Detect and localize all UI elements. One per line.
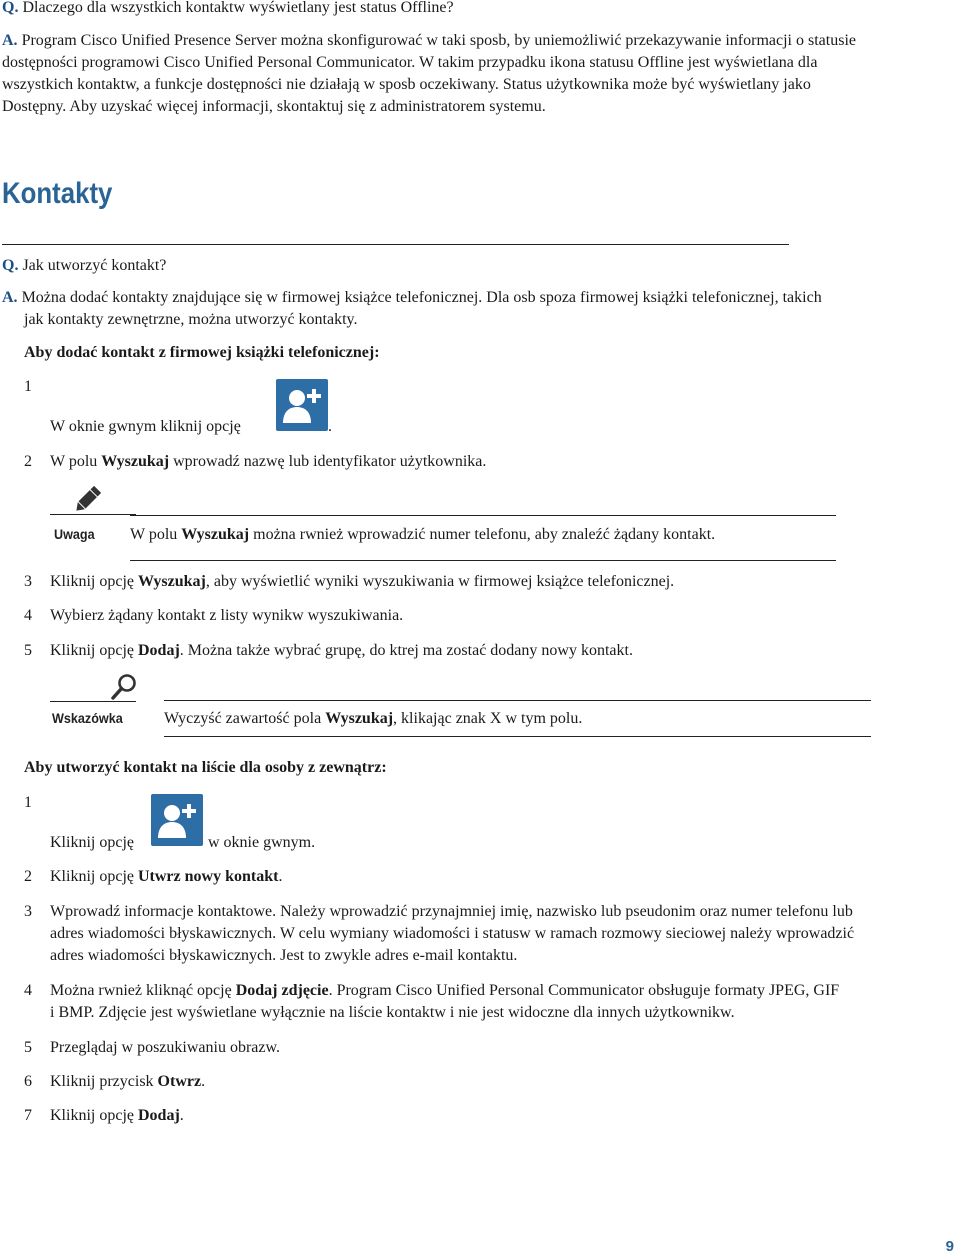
answer-offline-line4: Dostępny. Aby uzyskać więcej informacji, skontaktuj się z administratorem systemu. xyxy=(2,98,546,115)
step-text: Wybierz żądany kontakt z listy wynikw wyszukiwania. xyxy=(50,607,404,624)
note-icon xyxy=(70,484,104,522)
tip-icon xyxy=(110,672,140,708)
note-label: Uwaga xyxy=(54,526,95,542)
question-offline-status: Q. Dlaczego dla wszystkich kontaktw wyświetlany jest status Offline? xyxy=(2,0,454,16)
tip-bottom-rule xyxy=(164,736,871,737)
step-number: 2 xyxy=(24,453,32,470)
step-text: Kliknij opcję Dodaj. xyxy=(50,1107,184,1124)
note-top-rule xyxy=(130,515,836,516)
step-text-line1: Można rwnież kliknąć opcję Dodaj zdjęcie. Program Cisco Unified Personal Communicator obsługuje formaty JPEG, GIF xyxy=(50,982,840,999)
step-number: 4 xyxy=(24,607,32,624)
step-text-suffix: w oknie gwnym. xyxy=(208,834,316,851)
step-number: 6 xyxy=(24,1073,32,1090)
step-number: 5 xyxy=(24,1039,32,1056)
add-contact-icon xyxy=(151,794,203,846)
note-label-rule xyxy=(50,514,136,515)
step-text: Kliknij opcję xyxy=(50,834,134,851)
answer-create-line2: jak kontakty zewnętrzne, można utworzyć kontakty. xyxy=(24,311,358,328)
pencil-icon xyxy=(70,484,104,516)
step-number: 5 xyxy=(24,642,32,659)
step-text: Kliknij opcję Dodaj. Można także wybrać grupę, do ktrej ma zostać dodany nowy kontakt. xyxy=(50,642,633,659)
step-number: 7 xyxy=(24,1107,32,1124)
procedure2-heading: Aby utworzyć kontakt na liście dla osoby z zewnątrz: xyxy=(24,759,387,776)
section-title: Kontakty xyxy=(2,177,113,210)
answer-offline-line2: dostępności programowi Cisco Unified Personal Communicator. W takim przypadku ikona statusu Offline jest wyświetlana dla xyxy=(2,54,818,71)
step-number: 2 xyxy=(24,868,32,885)
step-text-suffix: . xyxy=(328,418,332,435)
question-create-contact: Q. Jak utworzyć kontakt? xyxy=(2,257,167,274)
step-number: 3 xyxy=(24,573,32,590)
step-number: 3 xyxy=(24,903,32,920)
step-number: 4 xyxy=(24,982,32,999)
answer-offline-line3: wszystkich kontaktw, a funkcje dostępności nie działają w sposb oczekiwany. Status użytkownika może być wyświetlany jako xyxy=(2,76,811,93)
step-text: W polu Wyszukaj wprowadź nazwę lub identyfikator użytkownika. xyxy=(50,453,487,470)
add-contact-icon-graphic xyxy=(151,794,203,846)
step-text: Przeglądaj w poszukiwaniu obrazw. xyxy=(50,1039,280,1056)
section-rule xyxy=(2,244,789,245)
note-bottom-rule xyxy=(130,560,836,561)
answer-create-line1: A. Można dodać kontakty znajdujące się w firmowej książce telefonicznej. Dla osb spoza firmowej książki telefonicznej, takich xyxy=(2,289,822,306)
add-contact-icon xyxy=(276,379,328,431)
step-text: Kliknij opcję Wyszukaj, aby wyświetlić wyniki wyszukiwania w firmowej książce telefonicznej. xyxy=(50,573,675,590)
magnifier-icon xyxy=(110,672,140,702)
step-text-line2: i BMP. Zdjęcie jest wyświetlane wyłącznie na liście kontaktw i nie jest widoczne dla innych użytkownikw. xyxy=(50,1004,735,1021)
add-contact-icon-graphic xyxy=(276,379,328,431)
procedure1-heading: Aby dodać kontakt z firmowej książki telefonicznej: xyxy=(24,344,380,361)
step-text: Kliknij przycisk Otwrz. xyxy=(50,1073,206,1090)
answer-offline-line1: A. Program Cisco Unified Presence Server można skonfigurować w taki sposb, by uniemożliwić przekazywanie informacji o statusie xyxy=(2,32,856,49)
note-text: W polu Wyszukaj można rwnież wprowadzić numer telefonu, aby znaleźć żądany kontakt. xyxy=(130,526,716,543)
step-text: Kliknij opcję Utwrz nowy kontakt. xyxy=(50,868,283,885)
step-number: 1 xyxy=(24,794,32,811)
tip-label-rule xyxy=(50,701,136,702)
page-number: 9 xyxy=(945,1238,954,1255)
tip-text: Wyczyść zawartość pola Wyszukaj, klikając znak X w tym polu. xyxy=(164,710,583,727)
step-text: W oknie gwnym kliknij opcję xyxy=(50,418,241,435)
step-text-line2: adres wiadomości błyskawicznych. W celu wymiany wiadomości i statusw w ramach rozmowy sieciowej należy wprowadzić xyxy=(50,925,855,942)
tip-label: Wskazówka xyxy=(52,710,123,726)
step-text-line1: Wprowadź informacje kontaktowe. Należy wprowadzić przynajmniej imię, nazwisko lub pseudonim oraz numer telefonu lub xyxy=(50,903,853,920)
step-number: 1 xyxy=(24,378,32,395)
step-text-line3: adres wiadomości błyskawicznych. Jest to zwykle adres e-mail kontaktu. xyxy=(50,947,518,964)
tip-top-rule xyxy=(164,700,871,701)
